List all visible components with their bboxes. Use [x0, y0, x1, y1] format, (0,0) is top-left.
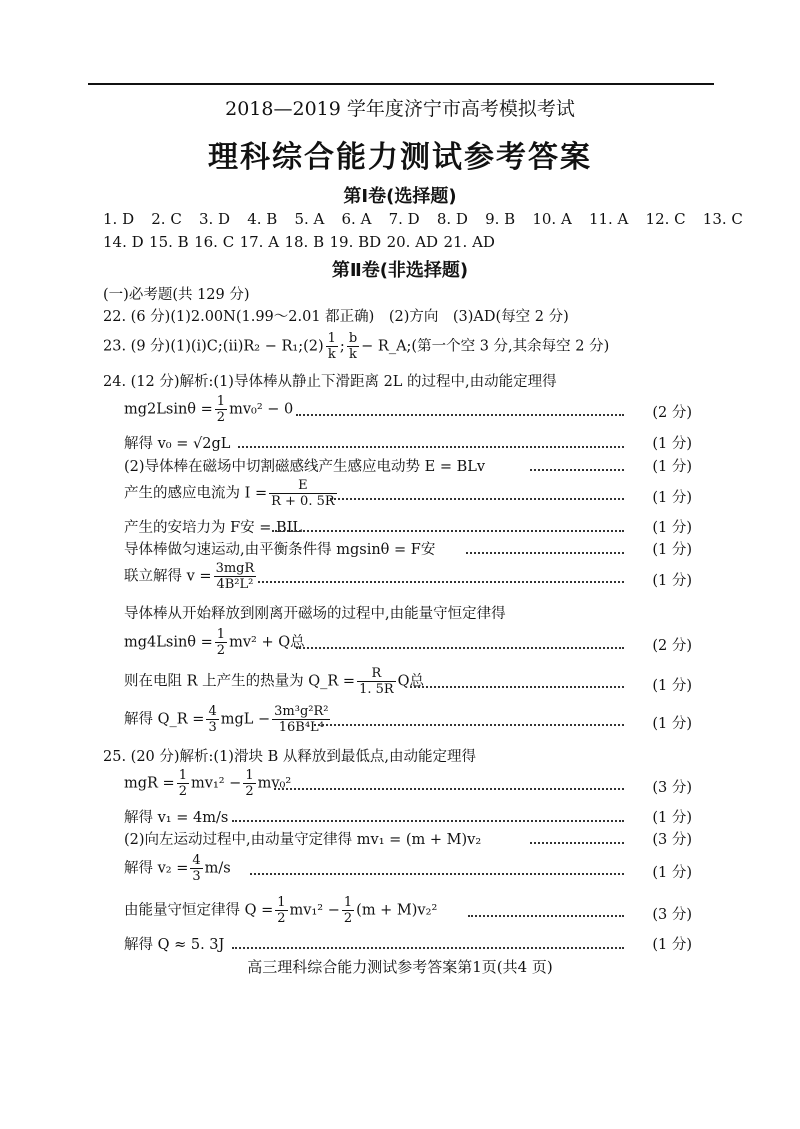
answer-item: 8. D	[436, 210, 468, 228]
fraction: $\frac{1}{k}$	[327, 331, 336, 362]
answer-item: 11. A	[588, 210, 629, 228]
q24-eq2: 解得 v₀ = √2gL	[124, 436, 231, 452]
answer-item: 3. D	[198, 210, 231, 228]
answer-item: 10. A	[532, 210, 572, 228]
points: (1 分)	[652, 520, 692, 536]
leader-dots	[232, 820, 624, 822]
points: (1 分)	[652, 865, 692, 881]
document-title: 理科综合能力测试参考答案	[208, 140, 592, 175]
q24-eq8: 导体棒从开始释放到刚离开磁场的过程中,由能量守恒定律得	[124, 606, 506, 622]
leader-dots	[238, 446, 624, 448]
answer-item: 2. C	[151, 210, 182, 228]
q24-eq7: 联立解得 v = $\frac{\text{3mgR}}{\text{4B²L²}}$	[124, 561, 255, 592]
answer-item: 19. BD	[329, 233, 382, 251]
part2-title: 第Ⅱ卷(非选择题)	[331, 260, 469, 281]
leader-dots	[272, 530, 624, 532]
points: (1 分)	[652, 436, 692, 452]
leader-dots	[296, 647, 624, 649]
points: (1 分)	[652, 542, 692, 558]
answer-item: 5. A	[294, 210, 325, 228]
answer-item: 20. AD	[386, 233, 439, 251]
points: (1 分)	[652, 937, 692, 953]
points: (3 分)	[652, 907, 692, 923]
leader-dots	[274, 788, 624, 790]
q25-eq3: (2)向左运动过程中,由动量守定律得 mv₁ = (m + M)v₂	[124, 832, 482, 848]
points: (1 分)	[652, 573, 692, 589]
answer-item: 13. C	[702, 210, 743, 228]
answer-item: 15. B	[149, 233, 189, 251]
leader-dots	[330, 498, 624, 500]
q25-heading: 25. (20 分)解析:(1)滑块 B 从释放到最低点,由动能定理得	[103, 749, 476, 765]
leader-dots	[530, 469, 624, 471]
leader-dots	[296, 414, 624, 416]
part1-title: 第Ⅰ卷(选择题)	[343, 186, 457, 207]
q24-eq11: 解得 Q_R = $\frac{4}{3}$ mgL − $\frac{\text{3m³g²R²}}{\text{16B⁴L⁴}}$	[124, 704, 329, 735]
q22-answer: 22. (6 分)(1)2.00N(1.99～2.01 都正确) (2)方向 (3)AD(每空 2 分)	[103, 309, 569, 325]
points: (1 分)	[652, 459, 692, 475]
q25-eq2: 解得 v₁ = 4m/s	[124, 810, 229, 826]
answer-item: 12. C	[645, 210, 686, 228]
answer-row-2	[103, 233, 495, 251]
q24-eq6: 导体棒做匀速运动,由平衡条件得 mgsinθ = F安	[124, 542, 436, 558]
q24-eq9: mg4Lsinθ = $\frac{1}{2}$ mv² + Q总	[124, 627, 305, 658]
answer-item: 21. AD	[443, 233, 495, 251]
leader-dots	[530, 842, 624, 844]
answer-item: 16. C	[194, 233, 235, 251]
q23-answer: 23. (9 分)(1)(ⅰ)C;(ⅱ)R₂ − R₁;(2) $\frac{1}{k}$ ; $\frac{b}{k}$ − R_A;(第一个空 3 分,其余每空 2 分)	[103, 331, 610, 362]
leader-dots	[410, 686, 624, 688]
q24-eq10: 则在电阻 R 上产生的热量为 Q_R = $\frac{R}{1. 5R}$ Q总	[124, 666, 425, 697]
leader-dots	[258, 581, 624, 583]
answer-item: 18. B	[284, 233, 325, 251]
fraction: $\frac{b}{k}$	[348, 331, 358, 362]
q24-eq4: 产生的感应电流为 I = $\frac{E}{R + 0. 5R}$	[124, 478, 335, 509]
points: (1 分)	[652, 716, 692, 732]
q24-eq3: (2)导体棒在磁场中切割磁感线产生感应电动势 E = BLv	[124, 459, 486, 475]
leader-dots	[314, 724, 624, 726]
points: (1 分)	[652, 490, 692, 506]
points: (2 分)	[652, 638, 692, 654]
q24-eq5: 产生的安培力为 F安 = BIL	[124, 520, 303, 536]
leader-dots	[468, 915, 624, 917]
points: (1 分)	[652, 678, 692, 694]
points: (1 分)	[652, 810, 692, 826]
answer-item: 4. B	[247, 210, 278, 228]
answer-item: 7. D	[388, 210, 420, 228]
leader-dots	[232, 947, 624, 949]
required-section-label: (一)必考题(共 129 分)	[103, 287, 250, 303]
top-rule	[88, 83, 714, 85]
answer-item: 14. D	[103, 233, 144, 251]
leader-dots	[466, 552, 624, 554]
q25-eq5: 由能量守恒定律得 Q = $\frac{1}{2}$ mv₁² − $\frac{1}{2}$ (m + M)v₂²	[124, 895, 438, 926]
points: (3 分)	[652, 780, 692, 796]
points: (2 分)	[652, 405, 692, 421]
page-footer: 高三理科综合能力测试参考答案第1页(共4 页)	[247, 958, 553, 976]
q24-eq1: mg2Lsinθ = $\frac{1}{2}$ mv₀² − 0	[124, 394, 294, 425]
answer-item: 6. A	[341, 210, 372, 228]
q25-eq6: 解得 Q ≈ 5. 3J	[124, 937, 225, 953]
q25-eq4: 解得 v₂ = $\frac{4}{3}$ m/s	[124, 853, 231, 884]
exam-title: 2018—2019 学年度济宁市高考模拟考试	[225, 98, 575, 120]
q25-eq1: mgR = $\frac{1}{2}$ mv₁² − $\frac{1}{2}$ mv₀²	[124, 768, 292, 799]
answer-item: 1. D	[103, 210, 135, 228]
leader-dots	[250, 873, 624, 875]
answer-item: 17. A	[239, 233, 280, 251]
answer-row-1	[103, 210, 743, 228]
q24-heading: 24. (12 分)解析:(1)导体棒从静止下滑距离 2L 的过程中,由动能定理得	[103, 374, 557, 390]
answer-item: 9. B	[485, 210, 516, 228]
points: (3 分)	[652, 832, 692, 848]
